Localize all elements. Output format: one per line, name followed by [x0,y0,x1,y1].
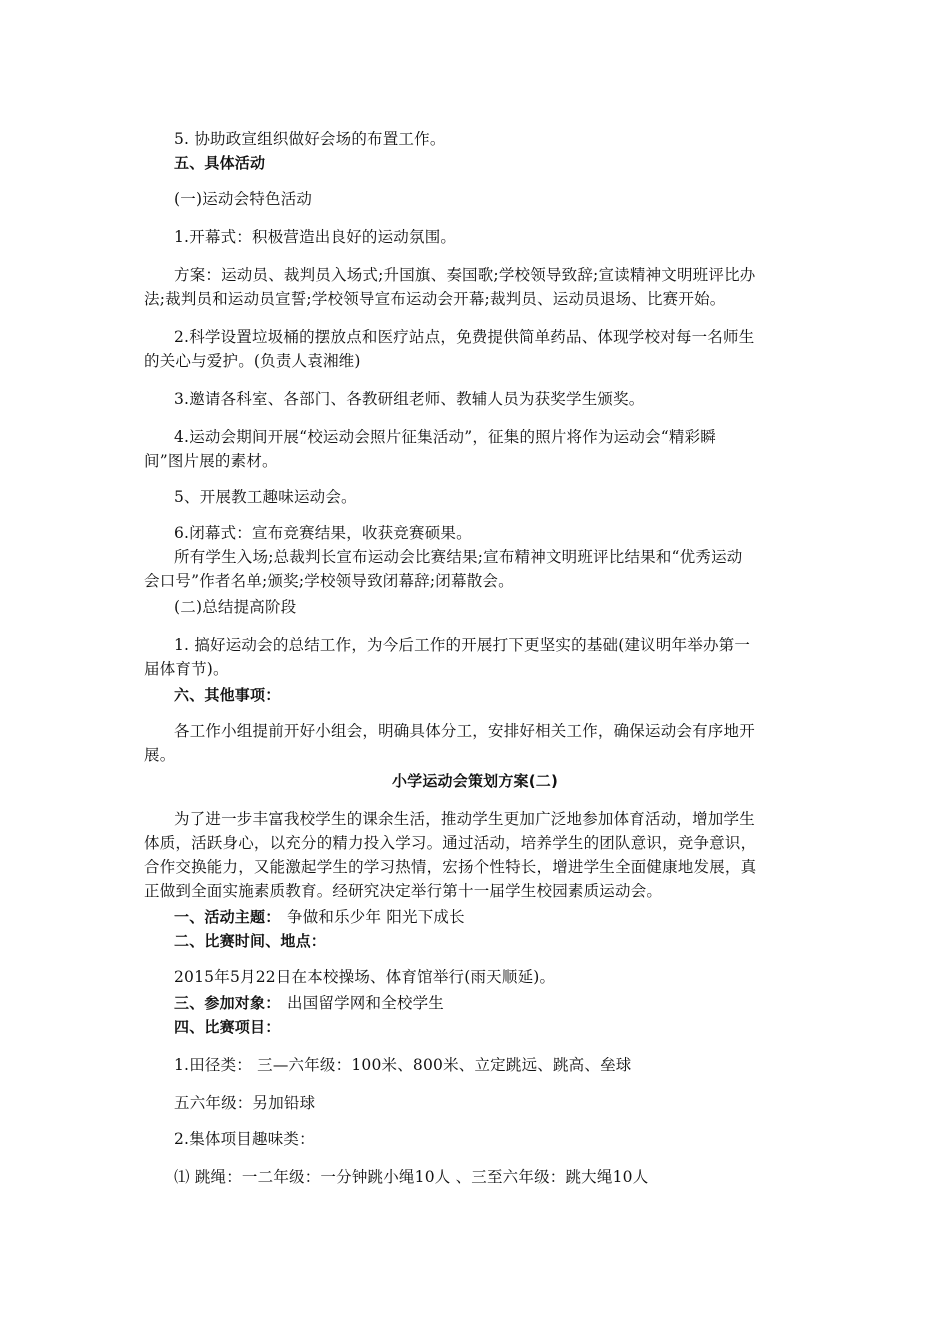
text-line: 为了进一步丰富我校学生的课余生活，推动学生更加广泛地参加体育活动，增加学生 [174,810,755,828]
text-line: 争做和乐少年 阳光下成长 [287,908,465,926]
section-heading: 三、参加对象： [174,994,281,1012]
text-line: 6.闭幕式：宣布竞赛结果，收获竞赛硕果。 [174,524,472,542]
text-line: 展。 [144,746,176,764]
text-line: 1.开幕式：积极营造出良好的运动氛围。 [174,228,457,246]
subsection-heading: (二)总结提高阶段 [174,598,297,616]
section-heading: 四、比赛项目： [174,1018,281,1036]
text-line: 届体育节)。 [144,660,229,678]
section-heading: 一、活动主题： [174,908,281,926]
text-line: 各工作小组提前开好小组会，明确具体分工，安排好相关工作，确保运动会有序地开 [174,722,755,740]
text-line: 1. 搞好运动会的总结工作，为今后工作的开展打下更坚实的基础(建议明年举办第一 [174,636,751,654]
text-line: 体质，活跃身心，以充分的精力投入学习。通过活动，培养学生的团队意识，竞争意识， [144,834,757,852]
text-line: 方案：运动员、裁判员入场式;升国旗、奏国歌;学校领导致辞;宣读精神文明班评比办 [174,266,756,284]
text-line: 1.田径类： 三—六年级：100米、800米、立定跳远、跳高、垒球 [174,1056,632,1074]
text-line: 合作交换能力，又能激起学生的学习热情，宏扬个性特长，增进学生全面健康地发展，真 [144,858,757,876]
text-line: 2.集体项目趣味类： [174,1130,315,1148]
section-heading: 六、其他事项： [174,686,281,704]
text-line: 4.运动会期间开展“校运动会照片征集活动”，征集的照片将作为运动会“精彩瞬 [174,428,716,446]
text-line: 5、开展教工趣味运动会。 [174,488,357,506]
text-line: 出国留学网和全校学生 [287,994,445,1012]
text-line: 2015年5月22日在本校操场、体育馆举行(雨天顺延)。 [174,968,556,986]
text-line: 所有学生入场;总裁判长宣布运动会比赛结果;宣布精神文明班评比结果和“优秀运动 [174,548,743,566]
text-line: 五六年级：另加铅球 [174,1094,316,1112]
section-heading: 五、具体活动 [174,154,266,172]
text-line: 的关心与爱护。(负责人袁湘维) [144,352,361,370]
text-line: 间”图片展的素材。 [144,452,278,470]
text-line: ⑴ 跳绳：一二年级：一分钟跳小绳10人 、三至六年级：跳大绳10人 [174,1168,649,1186]
subsection-heading: (一)运动会特色活动 [174,190,313,208]
text-line: 5. 协助政宣组织做好会场的布置工作。 [174,130,446,148]
text-line: 正做到全面实施素质教育。经研究决定举行第十一届学生校园素质运动会。 [144,882,663,900]
text-line: 2.科学设置垃圾桶的摆放点和医疗站点，免费提供简单药品、体现学校对每一名师生 [174,328,755,346]
text-line: 3.邀请各科室、各部门、各教研组老师、教辅人员为获奖学生颁奖。 [174,390,645,408]
section-heading: 二、比赛时间、地点： [174,932,327,950]
text-line: 法;裁判员和运动员宣誓;学校领导宣布运动会开幕;裁判员、运动员退场、比赛开始。 [144,290,726,308]
document-title: 小学运动会策划方案(二) [391,772,559,790]
text-line: 会口号”作者名单;颁奖;学校领导致闭幕辞;闭幕散会。 [144,572,514,590]
